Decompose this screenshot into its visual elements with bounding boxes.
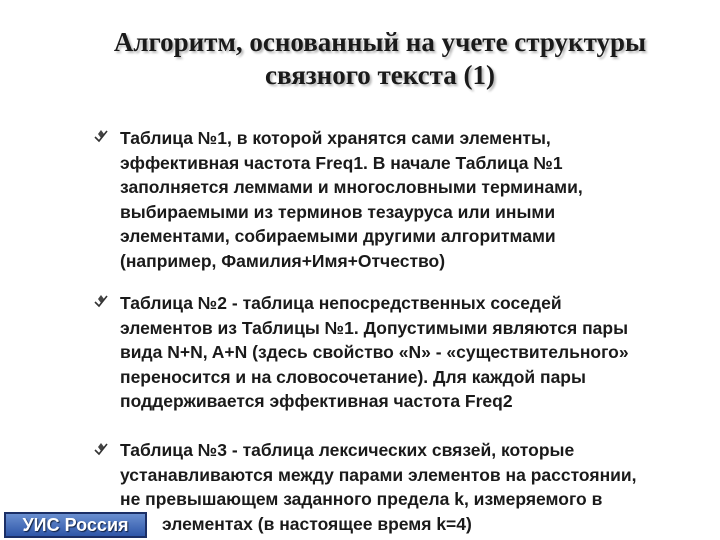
list-item-table-3 xyxy=(120,438,715,536)
list-item-line: элементов из Таблицы №1. Допустимыми являются пары xyxy=(120,317,629,338)
uis-russia-logo: УИС Россия xyxy=(4,512,147,538)
list-item-line: Таблица №3 - таблица лексических связей, которые xyxy=(120,440,575,460)
list-item-table-1 xyxy=(120,126,715,273)
list-item-line: Таблица №1, в которой хранятся сами элементы, xyxy=(120,128,551,148)
list-item-line: заполняется леммами и многословными терминами, xyxy=(120,177,583,197)
checkmark-diamond-icon xyxy=(92,441,110,459)
list-item-line: вида N+N, A+N (здесь свойство «N» - «существительного» xyxy=(120,342,629,362)
list-item-line: не превышающем заданного предела k, измеряемого в xyxy=(120,489,603,509)
slide-title-line-2: связного текста (1) xyxy=(264,60,495,90)
checkmark-diamond-icon xyxy=(92,128,110,146)
slide-title xyxy=(60,26,700,92)
list-item-line: эффективная частота Freq1. В начале Таблица №1 xyxy=(120,152,563,173)
list-item-line: переносится и на словосочетание). Для каждой пары xyxy=(120,366,586,387)
list-item-line: элементами, собираемыми другими алгоритмами xyxy=(120,226,556,246)
list-item-line: поддерживается эффективная частота Freq2 xyxy=(120,391,513,411)
list-item-table-2 xyxy=(120,291,715,414)
list-item-line: Таблица №2 - таблица непосредственных соседей xyxy=(120,293,562,313)
list-item-line: (например, Фамилия+Имя+Отчество) xyxy=(120,250,446,271)
list-item-line: элементах (в настоящее время k=4) xyxy=(162,513,472,534)
list-item-line: устанавливаются между парами элементов на расстоянии, xyxy=(120,464,637,485)
checkmark-diamond-icon xyxy=(92,293,110,311)
list-item-line: выбираемыми из терминов тезауруса или иными xyxy=(120,201,556,222)
slide-title-line-1: Алгоритм, основанный на учете структуры xyxy=(113,27,647,57)
